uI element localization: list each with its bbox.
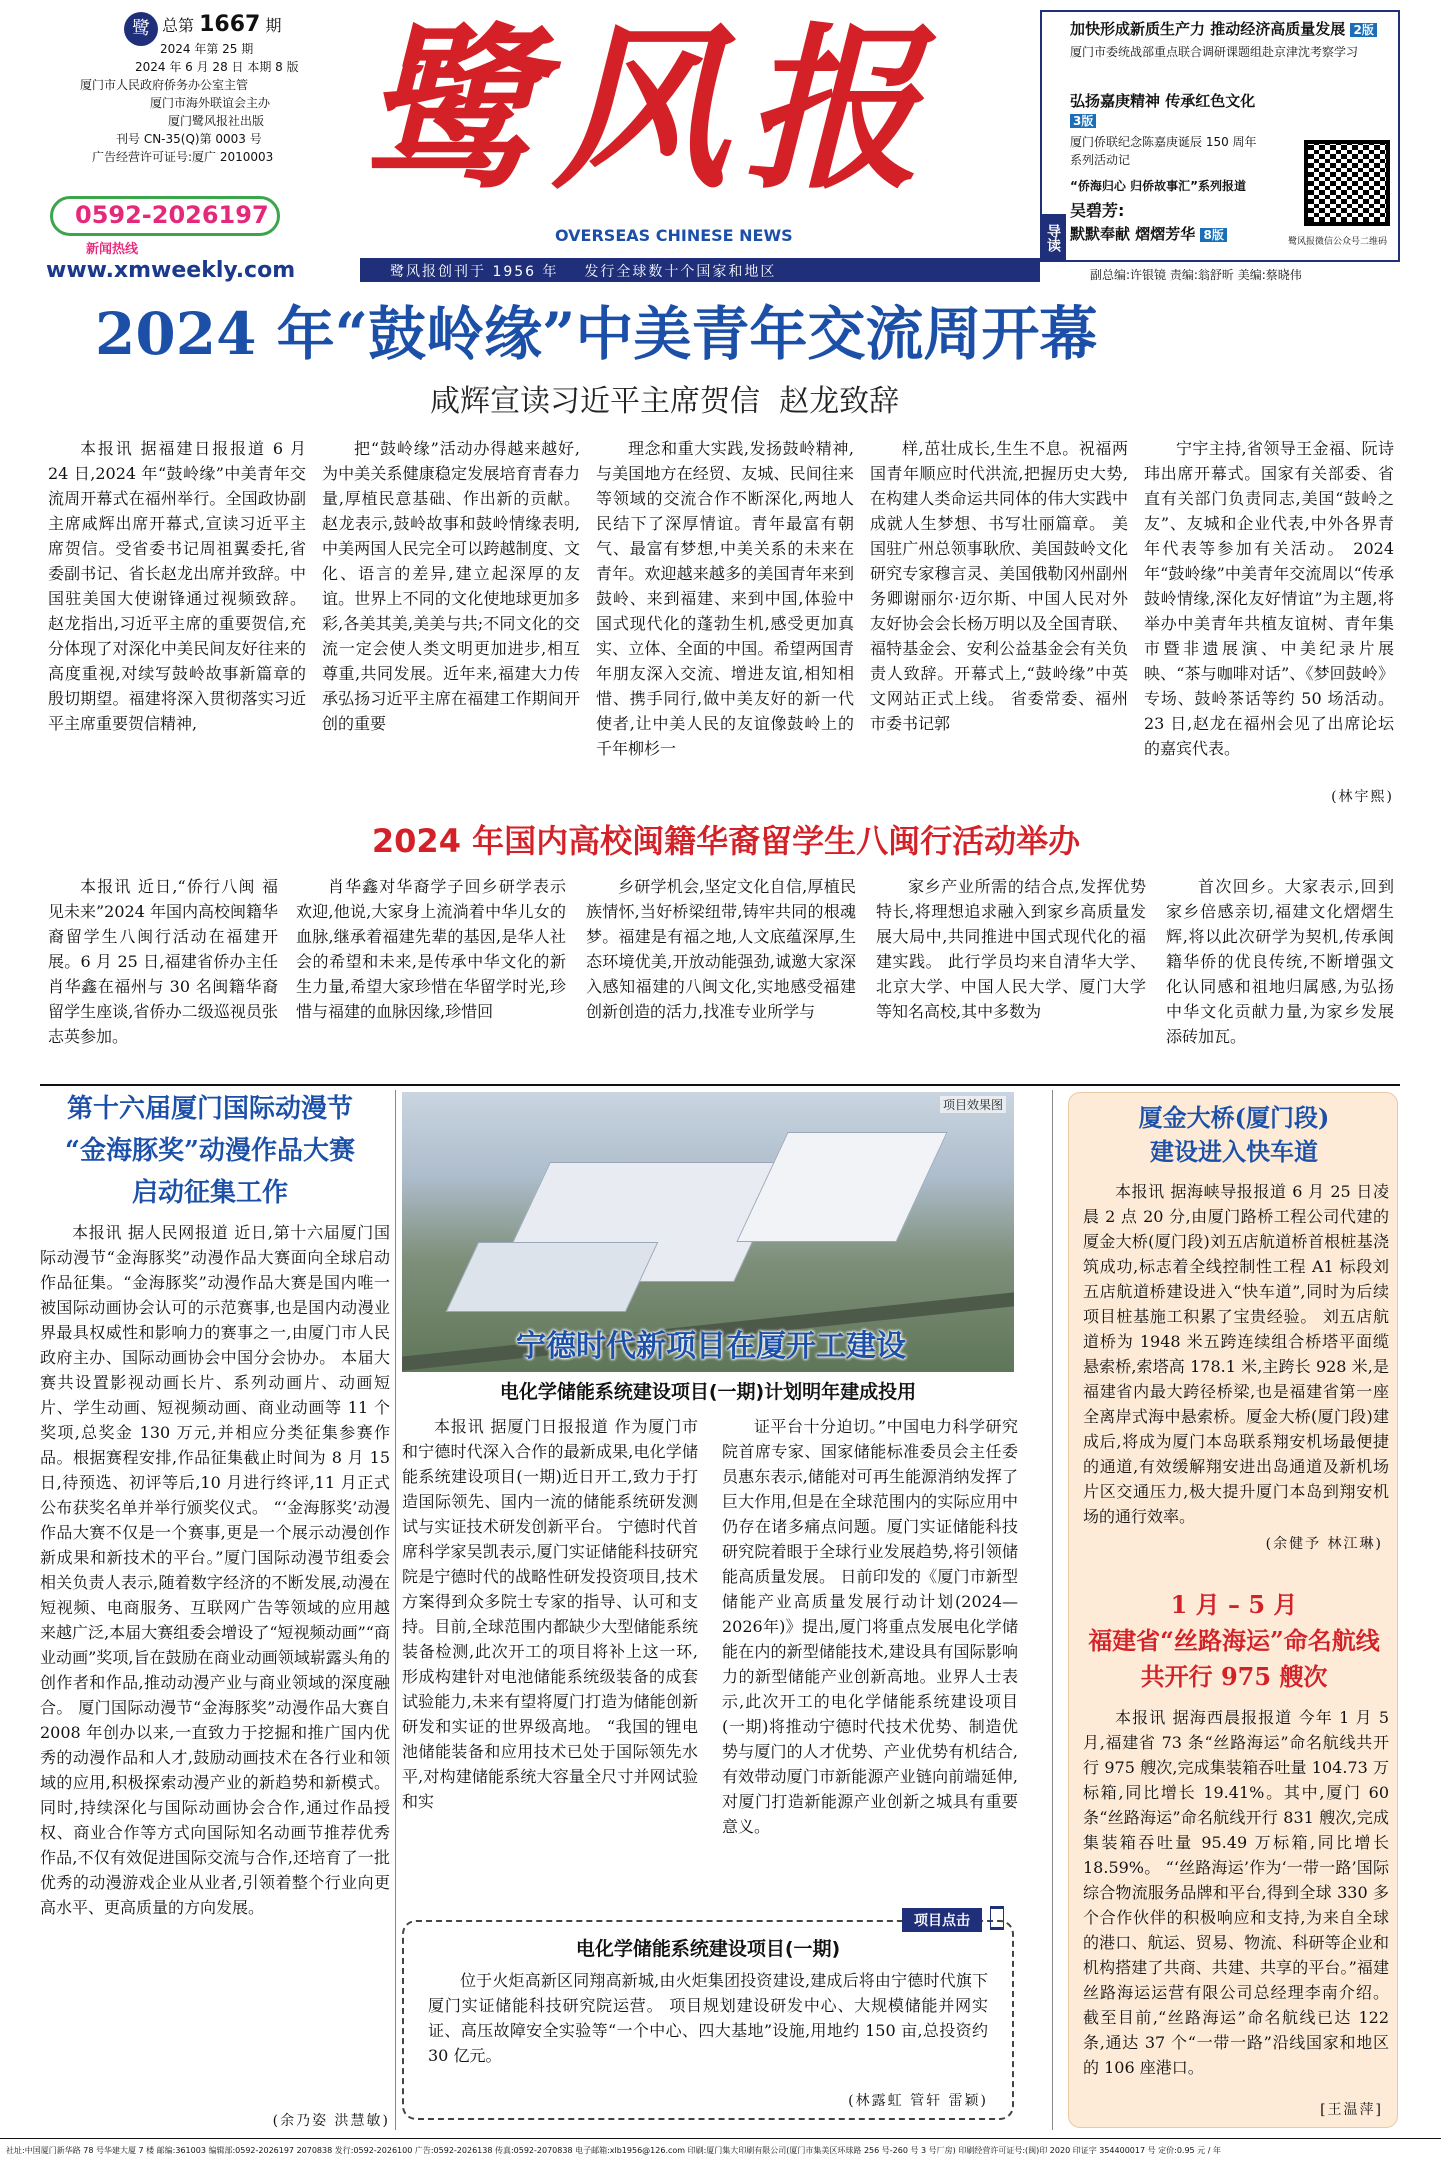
article2-column-5: 首次回乡。大家表示,回到家乡倍感亲切,福建文化熠熠生辉,将以此次研学为契机,传承闽籍华侨的优良传统,不断增强文化认同感和祖地归属感,为弘扬中华文化贡献力量,为家乡发展添砖加瓦。 (1166, 877, 1394, 1046)
center-article-column-1: 本报讯 据厦门日报报道 作为厦门市和宁德时代深入合作的最新成果,电化学储能系统建设项目(一期)近日开工,致力于打造国际领先、国内一流的储能系统研发测试与实证技术研发创新平台。 宁德时代首席科学家吴凯表示,厦门实证储能科技研究院是宁德时代的战略性研发投资项目,技术方案得到众多院士专家的指导、认可和支持。目前,全球范围内都缺少大型储能系统装备检测,此次开工的项目将补上这一环,形成构建针对电池储能系统级装备的成套试验能力,未来有望将厦门打造为储能创新研发和实证的世界级高地。 “我国的锂电池储能装备和应用技术已处于国际领先水平,对构建储能系统大容量全尺寸并网试验和实 (402, 1417, 698, 1811)
article2-column-3: 乡研学机会,坚定文化自信,厚植民族情怀,当好桥梁纽带,铸牢共同的根魂梦。福建是有福之地,人文底蕴深厚,生态环境优美,开放动能强劲,诚邀大家深入感知福建的八闽文化,实地感受福建创新创造的活力,找准专业所学与 (586, 877, 856, 1021)
column-divider-left (395, 1090, 396, 2130)
headline-column-4: 样,茁壮成长,生生不息。祝福两国青年顺应时代洪流,把握历史大势,在构建人类命运共同体的伟大实践中成就人生梦想、书写壮丽篇章。 美国驻广州总领事耿欣、美国鼓岭文化研究专家穆言灵、美国俄勒冈州副州务卿谢丽尔·迈尔斯、中国人民对外友好协会会长杨万明以及全国青联、福特基金会、安利公益基金会有关负责人致辞。开幕式上,“鼓岭缘”中英文网站正式上线。 省委常委、福州市委书记郭 (870, 439, 1128, 733)
hotline-label: 新闻热线 (86, 242, 139, 257)
section-divider (40, 1084, 1400, 1086)
column-divider-right (1052, 1090, 1053, 2130)
article2-column-1: 本报讯 近日,“侨行八闽 福见未来”2024 年国内高校闽籍华裔留学生八闽行活动在福建开展。6 月 25 日,福建省侨办主任肖华鑫在福州与 30 名闽籍华裔留学生座谈,省侨办二级巡视员张志英参加。 (48, 877, 278, 1046)
headline-column-2: 把“鼓岭缘”活动办得越来越好,为中美关系健康稳定发展培育青春力量,厚植民意基础、作出新的贡献。 赵龙表示,鼓岭故事和鼓岭情缘表明,中美两国人民完全可以跨越制度、文化、语言的差异,建立起深厚的友谊。世界上不同的文化使地球更加多彩,各美其美,美美与共;不同文化的交流一定会使人类文明更加进步,相互尊重,共同发展。近年来,福建大力传承弘扬习近平主席在福建工作期间开创的重要 (322, 439, 580, 733)
guide-item-2-title: 弘扬嘉庚精神 传承红色文化 (1070, 92, 1256, 110)
guide-block (1040, 10, 1400, 262)
editors-line: 副总编:许银镜 责编:翁舒昕 美编:蔡晓伟 (1090, 268, 1302, 282)
guide-label: 导读 (1040, 214, 1066, 262)
left-article-title-line-1: 第十六届厦门国际动漫节 (66, 1094, 353, 1124)
left-article-body: 本报讯 据人民网报道 近日,第十六届厦门国际动漫节“金海豚奖”动漫作品大赛面向全球启动作品征集。“金海豚奖”动漫作品大赛是国内唯一被国际动画协会认可的示范赛事,也是国内动漫业界最具权威性和影响力的赛事之一,由厦门市人民政府主办、国际动画协会中国分会协办。 本届大赛共设置影视动画长片、系列动画片、动画短片、学生动画、短视频动画、商业动画等 11 个奖项,总奖金 130 万元,并相应分类征集参赛作品。根据赛程安排,作品征集截止时间为 8 月 15 日,待预选、初评等后,10 月进行终评,11 月正式公布获奖名单并举行颁奖仪式。 “‘金海豚奖’动漫作品大赛不仅是一个赛事,更是一个展示动漫创作新成果和新技术的平台。”厦门国际动漫节组委会相关负责人表示,随着数字经济的不断发展,动漫在短视频、电商服务、互联网广告等领域的应用越来越广泛,本届大赛组委会增设了“短视频动画”“商业动画”奖项,旨在鼓励在商业动画领域崭露头角的创作者和作品,推动动漫产业与商业领域的深度融合。 厦门国际动漫节“金海豚奖”动漫作品大赛自 2008 年创办以来,一直致力于挖掘和推广国内优秀的动漫作品和人才,鼓励动画技术在各行业和领域的应用,积极探索动漫产业的新趋势和新模式。同时,持续深化与国际动画协会合作,通过作品授权、商业合作等方式向国际知名动画节推荐优秀作品,不仅有效促进国际交流与合作,还培育了一批优秀的动漫游戏企业从业者,引领着整个行业向更高水平、更高质量的方向发展。 (40, 1223, 390, 1917)
center-article-byline: (林露虹 管轩 雷颖) (848, 2093, 988, 2109)
left-article-title (30, 1088, 390, 1214)
guide-item-5[interactable] (1070, 223, 1260, 244)
left-article-byline: (余乃姿 洪慧敏) (272, 2113, 390, 2129)
project-box-title: 电化学储能系统建设项目(一期) (575, 1938, 841, 1960)
publication-info (40, 8, 340, 168)
footer-info: 社址:中国厦门新华路 78 号华建大厦 7 楼 邮编:361003 编辑部:0592-2026197 2070838 发行:0592-2026100 广告:0592-2026138 传真:0592-2070838 电子邮箱:xlb1956@126.com 印刷:厦门集大印刷有限公司(厦门市集美区环球路 256 号-260 号 3 号厂房) 印刷经营许可证号:(闽)印 2020 印证字 354400017 号 定价:0.95 元 / 年 (6, 2146, 1221, 2155)
sponsor-line-1: 厦门市人民政府侨务办公室主管 (80, 78, 249, 92)
guide-item-2-sub: 厦门侨联纪念陈嘉庚诞辰 150 周年系列活动记 (1070, 135, 1257, 167)
headline-title: 2024 年“鼓岭缘”中美青年交流周开幕 (95, 300, 1098, 368)
headline-column-3: 理念和重大实践,发扬鼓岭精神,与美国地方在经贸、友城、民间往来等领域的交流合作不断深化,两地人民结下了深厚情谊。青年最富有朝气、最富有梦想,中美关系的未来在青年。欢迎越来越多的美国青年来到鼓岭、来到福建、来到中国,体验中国式现代化的蓬勃生机,感受更加真实、立体、全面的中国。希望两国青年朋友深入交流、增进友谊,相知相惜、携手同行,做中美友好的新一代使者,让中美人民的友谊像鼓岭上的千年柳杉一 (596, 439, 854, 758)
slogan-bar (360, 258, 1040, 282)
newspaper-title: 鹭风报 (360, 6, 937, 213)
right-article2-title-line-3: 共开行 975 艘次 (1140, 1662, 1328, 1691)
publisher-line: 厦门鹭风报社出版 (168, 114, 265, 128)
center-article-column-2: 证平台十分迫切。”中国电力科学研究院首席专家、国家储能标准委员会主任委员惠东表示,储能对可再生能源消纳发挥了巨大作用,但是在全球范围内的实际应用中仍存在诸多痛点问题。厦门实证储能科技研究院着眼于全球行业发展趋势,将引领储能高质量发展。 日前印发的《厦门市新型储能产业高质量发展行动计划(2024—2026年)》提出,厦门将重点发展电化学储能在内的新型储能技术,建设具有国际影响力的新型储能产业创新高地。业界人士表示,此次开工的电化学储能系统建设项目(一期)将推动宁德时代技术优势、制造优势与厦门的人才优势、产业优势有机结合,有效带动厦门市新能源产业链向前端延伸,对厦门打造新能源产业创新之城具有重要意义。 (722, 1417, 1018, 1836)
guide-item-1[interactable] (1070, 18, 1400, 39)
right-article1-byline: (余健予 林江琳) (1265, 1536, 1383, 1552)
guide-item-1-page: 2版 (1350, 23, 1376, 37)
headline-column-1: 本报讯 据福建日报报道 6 月 24 日,2024 年“鼓岭缘”中美青年交流周开幕式在福州举行。全国政协副主席咸辉出席开幕式,宣读习近平主席贺信。受省委书记周祖翼委托,省委副书记、省长赵龙出席并致辞。中国驻美国大使谢锋通过视频致辞。 赵龙指出,习近平主席的重要贺信,充分体现了对深化中美民间友好往来的高度重视,对续写鼓岭故事新篇章的殷切期望。福建将深入贯彻落实习近平主席重要贺信精神, (48, 439, 306, 733)
right-article1-title (1069, 1101, 1399, 1169)
hotline-number: 0592-2026197 (75, 201, 269, 229)
project-box-body: 位于火炬高新区同翔高新城,由火炬集团投资建设,建成后将由宁德时代旗下厦门实证储能科技研究院运营。 项目规划建设研发中心、大规模储能并网实证、高压故障安全实验等“一个中心、四大基地”设施,用地约 150 亩,总投资约 30 亿元。 (428, 1971, 988, 2065)
guide-item-5-page: 8版 (1200, 228, 1226, 242)
right-article1-title-line-1: 厦金大桥(厦门段) (1138, 1103, 1330, 1132)
center-article-subtitle: 电化学储能系统建设项目(一期)计划明年建成投用 (499, 1381, 917, 1403)
slogan-text: 鹭风报创刊于 1956 年 发行全球数十个国家和地区 (390, 264, 777, 280)
right-article1-title-line-2: 建设进入快车道 (1150, 1137, 1318, 1166)
issue-unit: 期 (265, 16, 282, 35)
right-article2-title-line-1: 1 月 – 5 月 (1170, 1590, 1298, 1619)
headline-column-5: 宁宇主持,省领导王金福、阮诗玮出席开幕式。国家有关部委、省直有关部门负责同志,美国“鼓岭之友”、友城和企业代表,中外各界青年代表等参加有关活动。 2024 年“鼓岭缘”中美青年交流周以“传承鼓岭情缘,深化友好情谊”为主题,将举办中美青年共植友谊树、青年集市暨非遗展演、中美纪录片展映、“茶与咖啡对话”、《梦回鼓岭》专场、鼓岭茶话等约 50 场活动。 23 日,赵龙在福州会见了出席论坛的嘉宾代表。 (1144, 439, 1394, 758)
cn-line: 刊号 CN-35(Q)第 0003 号 (116, 132, 262, 146)
footer-divider (0, 2138, 1441, 2139)
building-shape-3 (446, 1242, 659, 1312)
guide-item-1-title: 加快形成新质生产力 推动经济高质量发展 (1070, 20, 1346, 38)
left-article-title-line-3: 启动征集工作 (131, 1178, 288, 1208)
project-photo (402, 1092, 1014, 1372)
guide-item-3-title[interactable]: “侨海归心 归侨故事汇”系列报道 (1070, 179, 1246, 193)
right-article2-byline: [王温萍] (1320, 2102, 1383, 2118)
date-line: 2024 年 6 月 28 日 本期 8 版 (135, 60, 299, 74)
headline-subtitle: 咸辉宣读习近平主席贺信 赵龙致辞 (430, 384, 900, 419)
website-link[interactable]: www.xmweekly.com (46, 258, 296, 283)
issue-number: 1667 (199, 12, 261, 37)
qr-caption: 鹭风报微信公众号二维码 (1288, 237, 1388, 247)
guide-item-2-page: 3版 (1070, 114, 1096, 128)
issue-of-year: 2024 年第 25 期 (160, 42, 254, 56)
guide-item-4-title[interactable]: 吴碧芳: (1070, 201, 1125, 220)
masthead (0, 0, 1441, 290)
hotline-badge (50, 196, 280, 236)
photo-overlay-title: 宁德时代新项目在厦开工建设 (516, 1329, 906, 1364)
article2-column-4: 家乡产业所需的结合点,发挥优势特长,将理想追求融入到家乡高质量发展大局中,共同推进中国式现代化的福建实践。 此行学员均来自清华大学、北京大学、中国人民大学、厦门大学等知名高校,其中多数为 (876, 877, 1146, 1021)
qr-code-icon[interactable] (1304, 140, 1390, 226)
issue-total-label: 总第 (162, 16, 195, 35)
hourglass-icon (990, 1906, 1004, 1930)
right-article2-title-line-2: 福建省“丝路海运”命名航线 (1088, 1626, 1380, 1655)
right-article1-body: 本报讯 据海峡导报报道 6 月 25 日凌晨 2 点 20 分,由厦门路桥工程公司代建的厦金大桥(厦门段)刘五店航道桥首根桩基浇筑成功,标志着全线控制性工程 A1 标段刘五店航道桥建设进入“快车道”,同时为后续项目桩基施工积累了宝贵经验。 刘五店航道桥为 1948 米五跨连续组合桥塔平面缆悬索桥,索塔高 178.1 米,主跨长 928 米,是福建省内最大跨径桥梁,也是福建省第一座全离岸式海中悬索桥。厦金大桥(厦门段)建成后,将成为厦门本岛联系翔安机场最便捷的通道,有效缓解翔安进出岛通道及新机场片区交通压力,极大提升厦门本岛到翔安机场的通行效率。 (1083, 1182, 1389, 1526)
guide-item-5-title: 默默奉献 熠熠芳华 (1070, 225, 1196, 243)
article2-column-2: 肖华鑫对华裔学子回乡研学表示欢迎,他说,大家身上流淌着中华儿女的血脉,继承着福建先辈的基因,是华人社会的希望和未来,是传承中华文化的新生力量,希望大家珍惜在华留学时光,珍惜与福建的血脉因缘,珍惜回 (296, 877, 566, 1021)
seal-logo: 鹭 (124, 12, 158, 46)
photo-caption: 项目效果图 (940, 1096, 1006, 1113)
guide-item-2[interactable] (1070, 90, 1260, 129)
english-name: OVERSEAS CHINESE NEWS (555, 226, 793, 245)
right-article2-body: 本报讯 据海西晨报报道 今年 1 月 5 月,福建省 73 条“丝路海运”命名航线共开行 975 艘次,完成集装箱吞吐量 104.73 万标箱,同比增长 19.41%。其中,厦门 60 条“丝路海运”命名航线开行 831 艘次,完成集装箱吞吐量 95.49 万标箱,同比增长 18.59%。 “‘丝路海运’作为‘一带一路’国际综合物流服务品牌和平台,得到全球 330 多个合作伙伴的积极响应和支持,为来自全球的港口、航运、贸易、物流、科研等企业和机构搭建了共商、共建、共享的平台。”福建丝路海运运营有限公司总经理李南介绍。 截至目前,“丝路海运”命名航线已达 122 条,通达 37 个“一带一路”沿线国家和地区的 106 座港口。 (1083, 1708, 1389, 2077)
ad-license-line: 广告经营许可证号:厦广 2010003 (92, 150, 274, 164)
sponsor-line-2: 厦门市海外联谊会主办 (150, 96, 271, 110)
left-article-title-line-2: “金海豚奖”动漫作品大赛 (65, 1136, 355, 1166)
building-shape-2 (736, 1132, 947, 1242)
article2-title: 2024 年国内高校闽籍华裔留学生八闽行活动举办 (371, 822, 1081, 860)
headline-byline: (林宇熙) (1331, 789, 1394, 805)
right-articles-panel (1068, 1092, 1398, 2128)
project-box-label: 项目点击 (902, 1908, 982, 1932)
project-info-box (402, 1913, 1014, 2120)
right-article2-title (1069, 1587, 1399, 1695)
guide-item-1-sub: 厦门市委统战部重点联合调研课题组赴京津沈考察学习 (1070, 45, 1359, 59)
